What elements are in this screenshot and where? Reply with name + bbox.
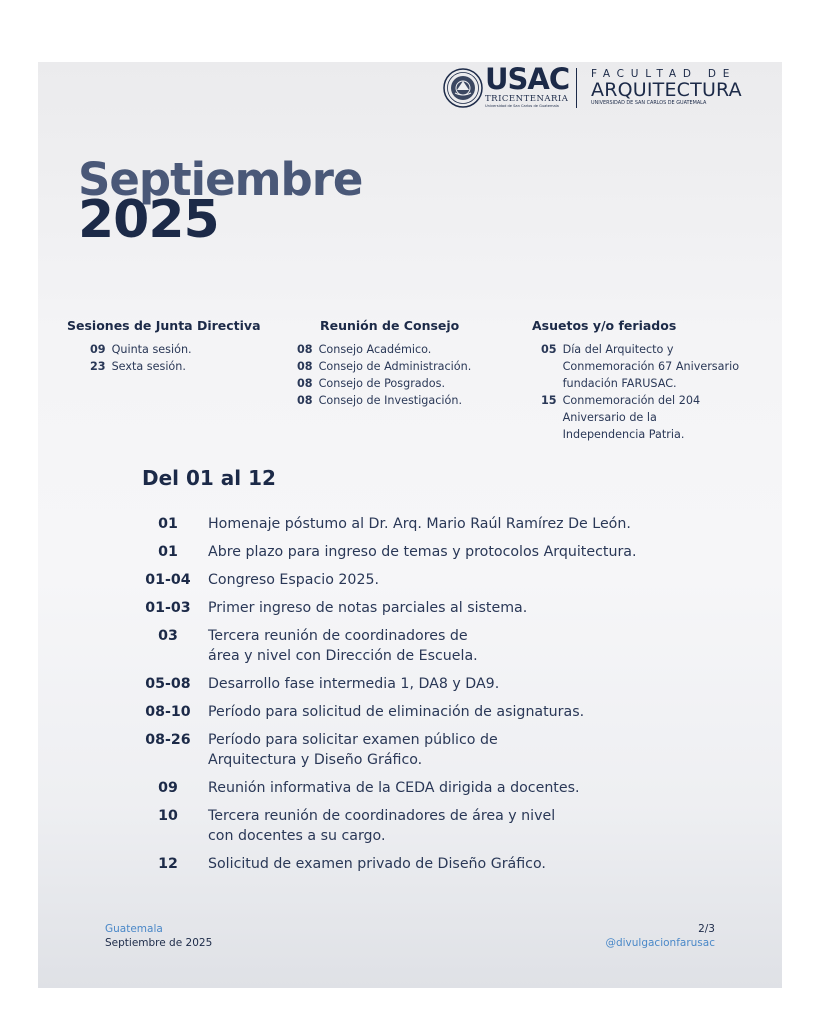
consejo-title: Reunión de Consejo	[320, 318, 460, 333]
usac-tiny-text: Universidad de San Carlos de Guatemala	[485, 104, 559, 108]
item-text: Conmemoración del 204 Aniversario de la Independencia Patria.	[562, 394, 701, 441]
event-text: Período para solicitar examen público de Arquitectura y Diseño Gráfico.	[208, 732, 498, 768]
event-text: Reunión informativa de la CEDA dirigida a docentes.	[208, 780, 580, 796]
item-date: 08	[297, 360, 313, 373]
usac-logo	[485, 64, 569, 109]
event-row	[128, 730, 728, 770]
item-text: Sexta sesión.	[111, 360, 186, 373]
event-date: 01-04	[145, 572, 191, 588]
event-date: 08-26	[145, 732, 191, 748]
junta-directiva-title: Sesiones de Junta Directiva	[67, 318, 261, 333]
logo-divider	[576, 68, 577, 108]
item-text: Consejo de Investigación.	[318, 394, 463, 407]
item-text: Consejo de Posgrados.	[318, 377, 445, 390]
event-row	[128, 570, 728, 590]
faculty-line3: UNIVERSIDAD DE SAN CARLOS DE GUATEMALA	[591, 100, 707, 106]
event-row	[128, 702, 728, 722]
usac-seal-logo	[443, 68, 483, 108]
event-date: 10	[158, 808, 178, 824]
item-date: 05	[541, 343, 557, 356]
event-text: Congreso Espacio 2025.	[208, 572, 380, 588]
footer-location: Guatemala	[105, 923, 163, 935]
event-date: 01	[158, 516, 178, 532]
footer-date: Septiembre de 2025	[105, 937, 213, 949]
item-date: 08	[297, 394, 313, 407]
list-item	[90, 341, 250, 358]
event-date: 05-08	[145, 676, 191, 692]
footer-right	[605, 922, 715, 950]
calendar-card	[38, 62, 782, 988]
faculty-line1: FACULTAD DE	[591, 68, 737, 80]
event-date: 09	[158, 780, 178, 796]
faculty-logo	[591, 68, 751, 107]
list-item	[541, 341, 773, 392]
item-text: Quinta sesión.	[111, 343, 192, 356]
event-row	[128, 854, 728, 874]
event-text: Desarrollo fase intermedia 1, DA8 y DA9.	[208, 676, 500, 692]
list-item	[90, 358, 250, 375]
consejo-list	[297, 341, 507, 409]
event-date: 12	[158, 856, 178, 872]
item-date: 23	[90, 360, 106, 373]
event-date: 03	[158, 628, 178, 644]
event-text: Primer ingreso de notas parciales al sistema.	[208, 600, 528, 616]
event-row	[128, 626, 728, 666]
item-date: 08	[297, 343, 313, 356]
item-text: Día del Arquitecto y Conmemoración 67 Aniversario fundación FARUSAC.	[562, 343, 740, 390]
faculty-line2: ARQUITECTURA	[591, 79, 742, 101]
list-item	[297, 341, 507, 358]
event-row	[128, 674, 728, 694]
asuetos-title: Asuetos y/o feriados	[532, 318, 677, 333]
item-text: Consejo de Administración.	[318, 360, 472, 373]
list-item	[541, 392, 773, 443]
range-title: Del 01 al 12	[142, 466, 276, 490]
event-row	[128, 598, 728, 618]
asuetos-list	[541, 341, 773, 443]
footer-left	[105, 922, 212, 950]
item-text: Consejo Académico.	[318, 343, 432, 356]
event-text: Homenaje póstumo al Dr. Arq. Mario Raúl Ramírez De León.	[208, 516, 631, 532]
list-item	[297, 375, 507, 392]
month-title: Septiembre	[78, 153, 363, 206]
list-item	[297, 358, 507, 375]
usac-title: USAC	[485, 62, 570, 96]
event-row	[128, 778, 728, 798]
item-date: 09	[90, 343, 106, 356]
event-text: Solicitud de examen privado de Diseño Gráfico.	[208, 856, 546, 872]
event-text: Tercera reunión de coordinadores de área y nivel con Dirección de Escuela.	[208, 628, 478, 664]
page-number: 2/3	[698, 923, 715, 935]
list-item	[297, 392, 507, 409]
junta-directiva-list	[90, 341, 250, 375]
item-date: 15	[541, 394, 557, 407]
event-text: Abre plazo para ingreso de temas y protocolos Arquitectura.	[208, 544, 637, 560]
event-row	[128, 542, 728, 562]
usac-subtitle: TRICENTENARIA	[485, 94, 569, 104]
event-text: Período para solicitud de eliminación de asignaturas.	[208, 704, 585, 720]
event-text: Tercera reunión de coordinadores de área y nivel con docentes a su cargo.	[208, 808, 556, 844]
event-date: 01	[158, 544, 178, 560]
event-row	[128, 514, 728, 534]
events-list	[128, 514, 728, 882]
event-date: 01-03	[145, 600, 191, 616]
item-date: 08	[297, 377, 313, 390]
social-handle: @divulgacionfarusac	[605, 937, 715, 949]
year-title: 2025	[78, 190, 219, 250]
event-row	[128, 806, 728, 846]
event-date: 08-10	[145, 704, 191, 720]
